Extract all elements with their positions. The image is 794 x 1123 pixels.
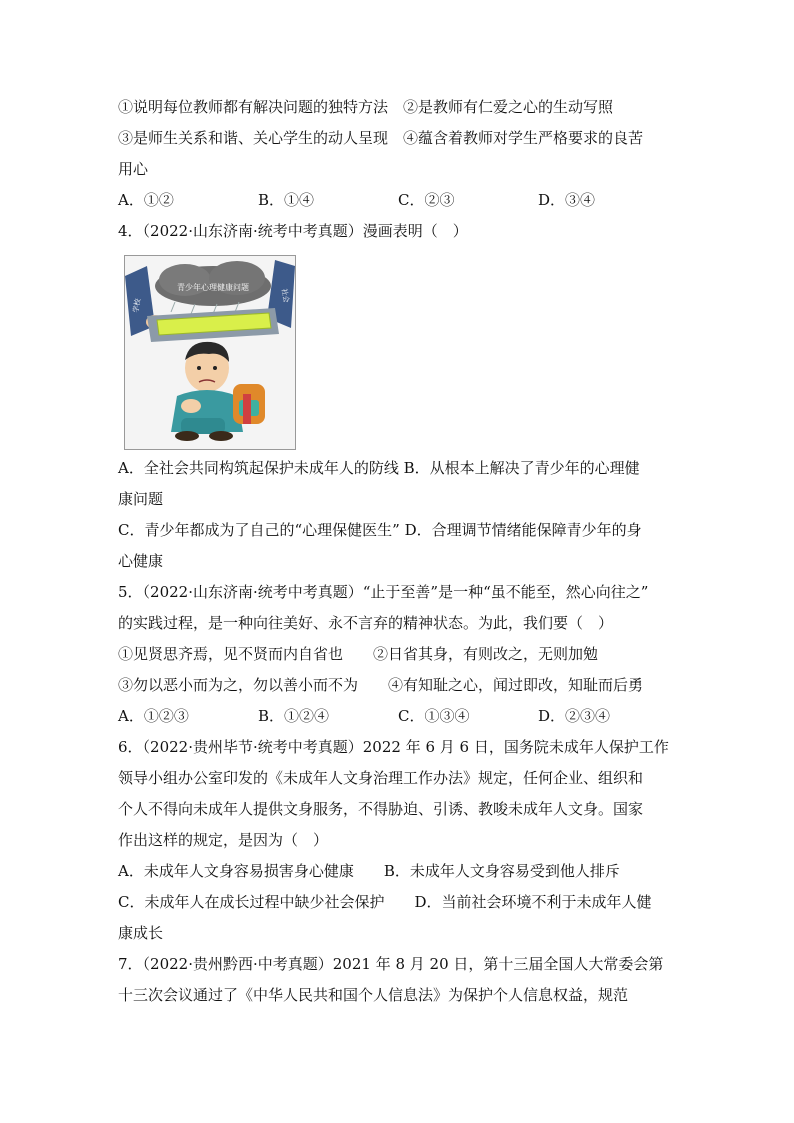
q5-stem-line-1: 5．（2022·山东济南·统考中考真题）“止于至善”是一种“虽不能至，然心向往之” <box>118 583 649 601</box>
q3-option-b: B．①④ <box>258 191 315 209</box>
q3-item-line-3: 用心 <box>118 160 149 178</box>
q6-option-line-1: A．未成年人文身容易损害身心健康 B．未成年人文身容易受到他人排斥 <box>118 862 620 880</box>
q5-item-line-1: ①见贤思齐焉，见不贤而内自省也 ②日省其身，有则改之，无则加勉 <box>118 645 599 663</box>
q6-option-line-2: C．未成年人在成长过程中缺少社会保护 D．当前社会环境不利于未成年人健 <box>118 893 652 911</box>
q5-item-line-2: ③勿以恶小而为之，勿以善小而不为 ④有知耻之心，闻过即改，知耻而后勇 <box>118 676 644 694</box>
q5-option-c: C．①③④ <box>398 707 470 725</box>
q3-item-line-1: ①说明每位教师都有解决问题的独特方法 ②是教师有仁爱之心的生动写照 <box>118 98 614 116</box>
cartoon-illustration <box>125 256 295 449</box>
q4-stem: 4．（2022·山东济南·统考中考真题）漫画表明（ ） <box>118 222 468 240</box>
q3-option-c: C．②③ <box>398 191 455 209</box>
q6-option-line-3: 康成长 <box>118 924 164 942</box>
q3-option-d: D．③④ <box>538 191 596 209</box>
q5-option-d: D．②③④ <box>538 707 611 725</box>
q4-option-line-2: 康问题 <box>118 490 164 508</box>
q7-stem-line-1: 7．（2022·贵州黔西·中考真题）2021 年 8 月 20 日，第十三届全国人大常委会第 <box>118 955 664 973</box>
q3-item-line-2: ③是师生关系和谐、关心学生的动人呈现 ④蕴含着教师对学生严格要求的良苦 <box>118 129 644 147</box>
q5-option-b: B．①②④ <box>258 707 330 725</box>
q5-stem-line-2: 的实践过程，是一种向往美好、永不言弃的精神状态。为此，我们要（ ） <box>118 614 614 632</box>
q5-option-a: A．①②③ <box>118 707 189 725</box>
q6-stem-line-1: 6．（2022·贵州毕节·统考中考真题）2022 年 6 月 6 日，国务院未成年人保护工作 <box>118 738 669 756</box>
q6-stem-line-4: 作出这样的规定，是因为（ ） <box>118 831 329 849</box>
q6-stem-line-2: 领导小组办公室印发的《未成年人文身治理工作办法》规定，任何企业、组织和 <box>118 769 644 787</box>
q7-stem-line-2: 十三次会议通过了《中华人民共和国个人信息法》为保护个人信息权益，规范 <box>118 986 629 1004</box>
q4-option-line-1: A．全社会共同构筑起保护未成年人的防线 B．从根本上解决了青少年的心理健 <box>118 459 640 477</box>
q4-cartoon-image <box>124 255 296 450</box>
q3-option-a: A．①② <box>118 191 174 209</box>
left-sleeve-label: 学校 <box>131 298 143 314</box>
q6-stem-line-3: 个人不得向未成年人提供文身服务，不得胁迫、引诱、教唆未成年人文身。国家 <box>118 800 644 818</box>
right-sleeve-label: 社会 <box>279 288 291 304</box>
q4-option-line-4: 心健康 <box>118 552 164 570</box>
q4-option-line-3: C．青少年都成为了自己的“心理保健医生” D．合理调节情绪能保障青少年的身 <box>118 521 642 539</box>
cloud-banner-text: 青少年心理健康问题 <box>177 283 249 292</box>
